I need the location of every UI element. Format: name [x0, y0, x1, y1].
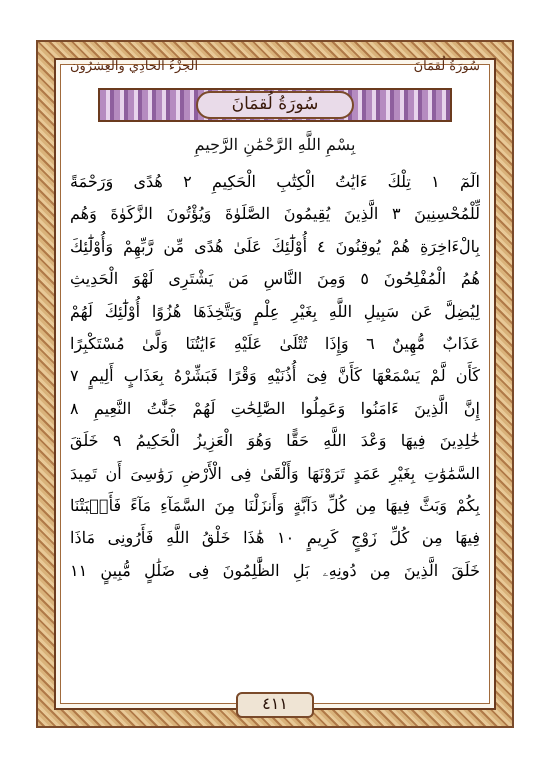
- verse-line: إِنَّ الَّذِينَ ءَامَنُوا وَعَمِلُوا الصَّٰلِحَٰتِ لَهُمْ جَنَّٰتُ النَّعِيمِ ٨: [70, 398, 480, 418]
- verse-line: بِكُمْ وَبَثَّ فِيهَا مِن كُلِّ دَآبَّةٍ وَأَنزَلْنَا مِنَ السَّمَآءِ مَآءً فَأَنۢبَتْنَا: [70, 495, 480, 515]
- verse-line: خَلَقَ الَّذِينَ مِن دُونِهِۦ بَلِ الظَّٰلِمُونَ فِى ضَلَٰلٍ مُّبِينٍ ١١: [70, 560, 480, 580]
- verses-block: [70, 166, 480, 587]
- verse-line: الٓمٓ ١ تِلْكَ ءَايَٰتُ الْكِتَٰبِ الْحَكِيمِ ٢ هُدًى وَرَحْمَةً: [70, 172, 480, 191]
- surah-title: سُورَةُ لُقمَانَ: [231, 94, 319, 114]
- surah-label: سُورَةُ لُقمَانَ: [413, 59, 480, 74]
- verse-line: عَذَابٌ مُّهِينٌ ٦ وَإِذَا تُتْلَىٰ عَلَيْهِ ءَايَٰتُنَا وَلَّىٰ مُسْتَكْبِرًا: [70, 333, 480, 353]
- page-number: ٤١١: [262, 694, 288, 713]
- verse-line: خَٰلِدِينَ فِيهَا وَعْدَ اللَّهِ حَقًّا وَهُوَ الْعَزِيزُ الْحَكِيمُ ٩ خَلَقَ: [70, 431, 480, 451]
- verse-line: لِّلْمُحْسِنِينَ ٣ الَّذِينَ يُقِيمُونَ الصَّلَوٰةَ وَيُؤْتُونَ الزَّكَوٰةَ وَهُم: [70, 204, 480, 224]
- verse-line: السَّمَٰوَٰتِ بِغَيْرِ عَمَدٍ تَرَوْنَهَا وَأَلْقَىٰ فِى الْأَرْضِ رَوَٰسِىَ أَن تَمِيدَ: [70, 463, 480, 483]
- verse-line: فِيهَا مِن كُلِّ زَوْجٍ كَرِيمٍ ١٠ هَٰذَا خَلْقُ اللَّهِ فَأَرُونِى مَاذَا: [70, 528, 480, 548]
- juz-label: الجزْءُ الحادِي والعِشرُون: [70, 59, 199, 74]
- verse-line: بِالْءَاخِرَةِ هُمْ يُوقِنُونَ ٤ أُوْلَٰٓئِكَ عَلَىٰ هُدًى مِّن رَّبِّهِمْ وَأُوْلَٰٓئِكَ: [70, 236, 480, 256]
- verse-line: كَأَن لَّمْ يَسْمَعْهَا كَأَنَّ فِىٓ أُذُنَيْهِ وَقْرًا فَبَشِّرْهُ بِعَذَابٍ أَلِيمٍ ٧: [70, 366, 480, 386]
- verse-line: لِيُضِلَّ عَن سَبِيلِ اللَّهِ بِغَيْرِ عِلْمٍ وَيَتَّخِذَهَا هُزُوًا أُوْلَٰٓئِكَ لَهُمْ: [70, 301, 480, 321]
- basmala: بِسْمِ اللَّهِ الرَّحْمَٰنِ الرَّحِيمِ: [194, 135, 356, 154]
- verse-line: هُمُ الْمُفْلِحُونَ ٥ وَمِنَ النَّاسِ مَن يَشْتَرِى لَهْوَ الْحَدِيثِ: [70, 269, 480, 289]
- page-header: [64, 56, 486, 80]
